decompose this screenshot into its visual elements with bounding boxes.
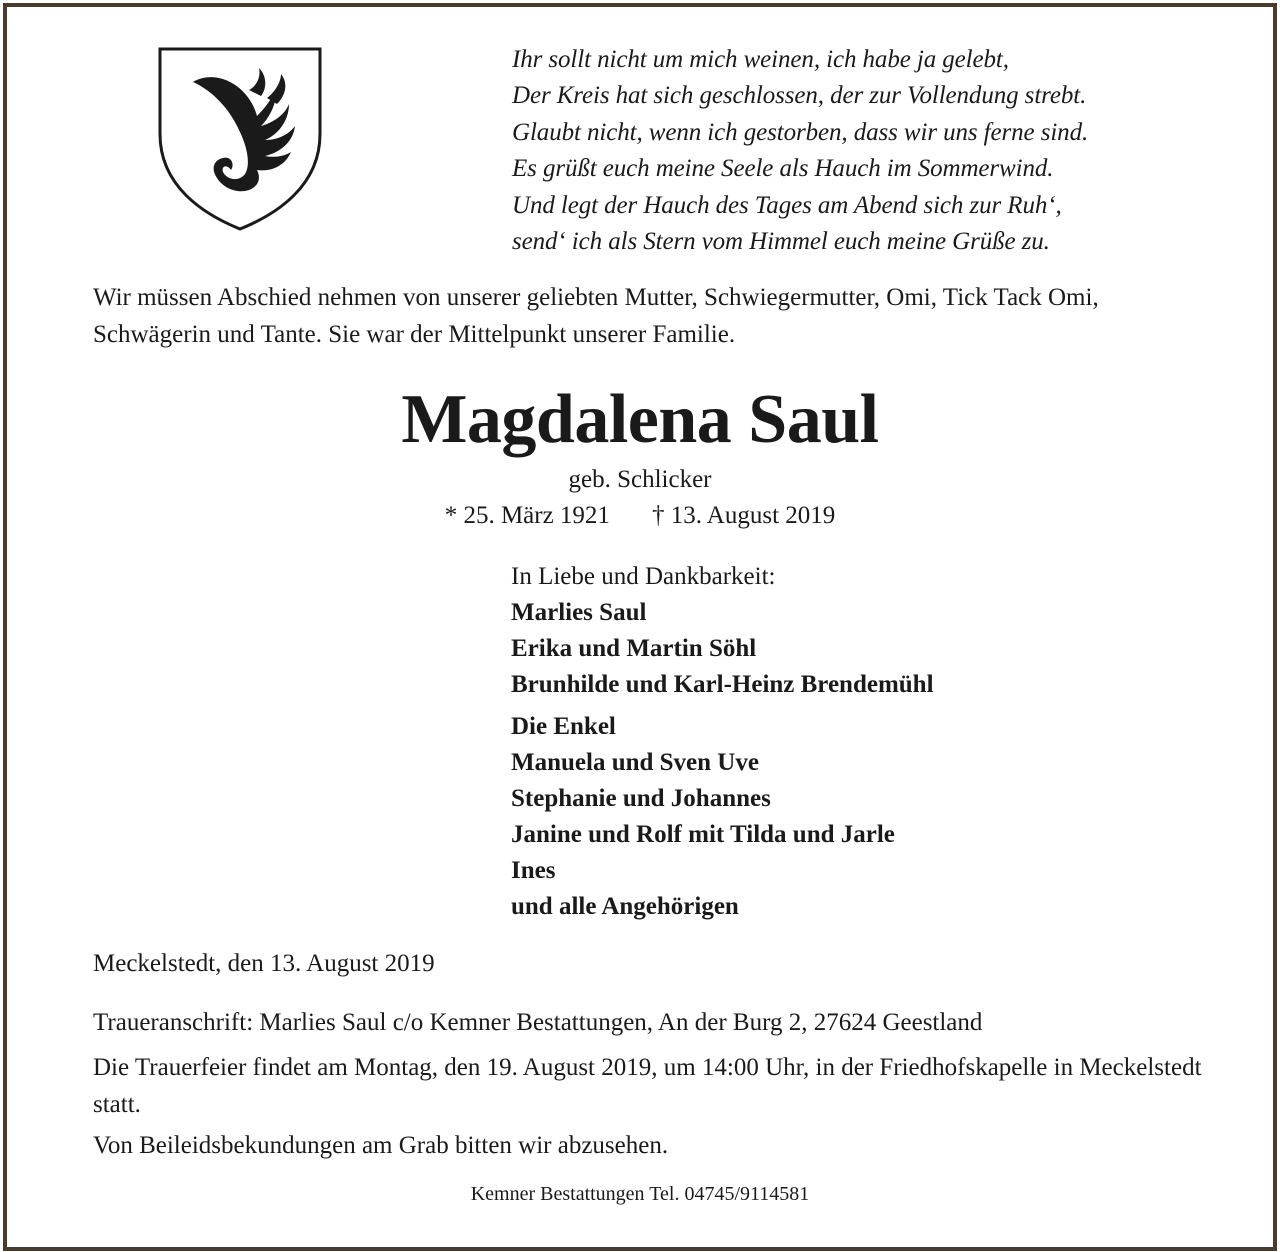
birth-date: * 25. März 1921 — [444, 502, 610, 529]
mourner: Marlies Saul — [511, 599, 647, 626]
mourner: Stephanie und Johannes — [511, 785, 771, 812]
mourner: Janine und Rolf mit Tilda und Jarle — [511, 821, 895, 848]
mourners-heading: In Liebe und Dankbarkeit: — [511, 563, 776, 590]
coat-of-arms-shield-icon — [157, 46, 323, 232]
deceased-name: Magdalena Saul — [401, 381, 879, 458]
intro-text: Wir müssen Abschied nehmen von unserer geliebten Mutter, Schwiegermutter, Omi, Tick Tack Omi, Schwägerin und Tante. Sie war der Mittelpunkt unserer Familie. — [93, 284, 1099, 348]
life-dates — [0, 500, 1280, 532]
poem-line: Es grüßt euch meine Seele als Hauch im Sommerwind. — [512, 155, 1054, 183]
condolences-note: Von Beileidsbekundungen am Grab bitten wir abzusehen. — [93, 1132, 669, 1159]
mourning-address: Traueranschrift: Marlies Saul c/o Kemner Bestattungen, An der Burg 2, 27624 Geestland — [93, 1009, 983, 1036]
undertaker-contact: Kemner Bestattungen Tel. 04745/9114581 — [470, 1183, 810, 1205]
mourner: und alle Angehörigen — [511, 893, 739, 920]
mourner: Brunhilde und Karl-Heinz Brendemühl — [511, 671, 934, 698]
poem-line: Ihr sollt nicht um mich weinen, ich habe ja gelebt, — [512, 46, 1009, 73]
mourner: Erika und Martin Söhl — [511, 635, 757, 662]
mourner: Die Enkel — [511, 713, 616, 740]
poem — [512, 42, 1088, 260]
poem-line: Und legt der Hauch des Tages am Abend sich zur Ruh‘, — [512, 191, 1062, 219]
mourners-list — [511, 559, 934, 925]
poem-line: Glaubt nicht, wenn ich gestorben, dass wir uns ferne sind. — [512, 118, 1089, 146]
mourner: Ines — [511, 857, 556, 884]
born-name: geb. Schlicker — [568, 466, 712, 493]
poem-line: send‘ ich als Stern vom Himmel euch meine Grüße zu. — [512, 228, 1050, 256]
death-date: † 13. August 2019 — [651, 502, 836, 529]
ceremony-info: Die Trauerfeier findet am Montag, den 19. August 2019, um 14:00 Uhr, in der Friedhofskapelle in Meckelstedt statt. — [93, 1054, 1202, 1118]
poem-line: Der Kreis hat sich geschlossen, der zur Vollendung strebt. — [512, 82, 1087, 110]
place-date: Meckelstedt, den 13. August 2019 — [93, 950, 435, 977]
mourner: Manuela und Sven Uve — [511, 749, 759, 776]
